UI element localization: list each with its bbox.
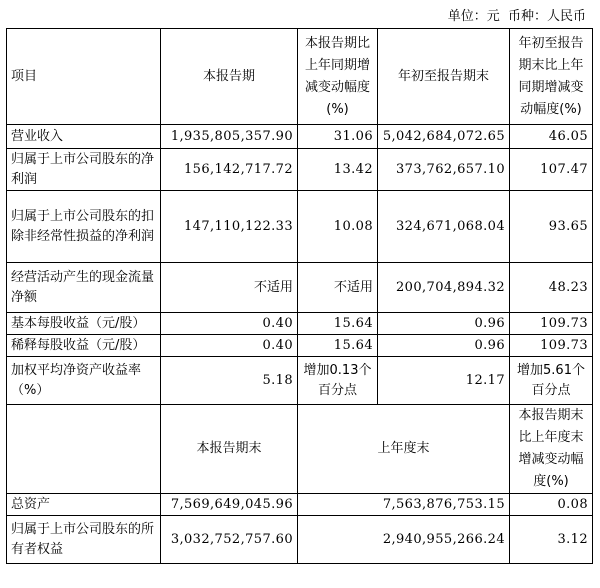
table-row [7,516,593,564]
row-label: 稀释每股收益（元/股） [7,335,161,357]
row-ytd-change: 109.73 [510,313,593,335]
row-ytd: 0.96 [378,335,510,357]
row-current-change: 15.64 [298,335,378,357]
row-label: 加权平均净资产收益率（%） [7,357,161,405]
row-ytd-change: 109.73 [510,335,593,357]
row-ytd-change: 增加5.61个百分点 [510,357,593,405]
row-ytd-change: 107.47 [510,149,593,191]
row-ytd: 200,704,894.32 [378,263,510,313]
row-change: 3.12 [510,516,593,564]
table-row [7,125,593,149]
row-current: 156,142,717.72 [161,149,298,191]
table-row [7,149,593,191]
table-header-row-2 [7,405,593,494]
row-current-change: 31.06 [298,125,378,149]
header-current-period: 本报告期 [161,29,298,125]
row-label: 归属于上市公司股东的扣除非经常性损益的净利润 [7,191,161,263]
row-ytd-change: 93.65 [510,191,593,263]
row-current: 0.40 [161,335,298,357]
row-change: 0.08 [510,494,593,516]
row-label: 归属于上市公司股东的所有者权益 [7,516,161,564]
row-current-change: 15.64 [298,313,378,335]
row-label: 基本每股收益（元/股） [7,313,161,335]
row-ytd: 12.17 [378,357,510,405]
row-label: 经营活动产生的现金流量净额 [7,263,161,313]
header2-item-empty [7,405,161,494]
row-current: 1,935,805,357.90 [161,125,298,149]
row-current-change: 13.42 [298,149,378,191]
header2-period-end: 本报告期末 [161,405,298,494]
table-row [7,313,593,335]
table-row [7,191,593,263]
row-label: 营业收入 [7,125,161,149]
row-label: 归属于上市公司股东的净利润 [7,149,161,191]
header-ytd: 年初至报告期末 [378,29,510,125]
row-ytd-change: 46.05 [510,125,593,149]
header-item: 项目 [7,29,161,125]
table-row [7,263,593,313]
row-ytd: 5,042,684,072.65 [378,125,510,149]
unit-currency-line: 单位：元 币种：人民币 [447,9,586,24]
row-prior-year-end: 2,940,955,266.24 [298,516,510,564]
row-period-end: 7,569,649,045.96 [161,494,298,516]
row-current-change: 不适用 [298,263,378,313]
row-ytd: 324,671,068.04 [378,191,510,263]
row-ytd-change: 48.23 [510,263,593,313]
table-row [7,335,593,357]
row-current: 147,110,122.33 [161,191,298,263]
row-current-change: 10.08 [298,191,378,263]
row-label: 总资产 [7,494,161,516]
row-period-end: 3,032,752,757.60 [161,516,298,564]
row-ytd: 373,762,657.10 [378,149,510,191]
header2-prior-year-end: 上年度末 [298,405,510,494]
row-current: 0.40 [161,313,298,335]
row-current-change: 增加0.13个百分点 [298,357,378,405]
header-ytd-change: 年初至报告期末比上年同期增减变动幅度(%) [510,29,593,125]
table-row [7,357,593,405]
table-header-row [7,29,593,125]
row-current: 5.18 [161,357,298,405]
header-current-change: 本报告期比上年同期增减变动幅度(%) [298,29,378,125]
row-prior-year-end: 7,563,876,753.15 [298,494,510,516]
table-row [7,494,593,516]
row-ytd: 0.96 [378,313,510,335]
header2-change: 本报告期末比上年度末增减变动幅度(%) [510,405,593,494]
financial-data-table [6,28,593,564]
row-current: 不适用 [161,263,298,313]
